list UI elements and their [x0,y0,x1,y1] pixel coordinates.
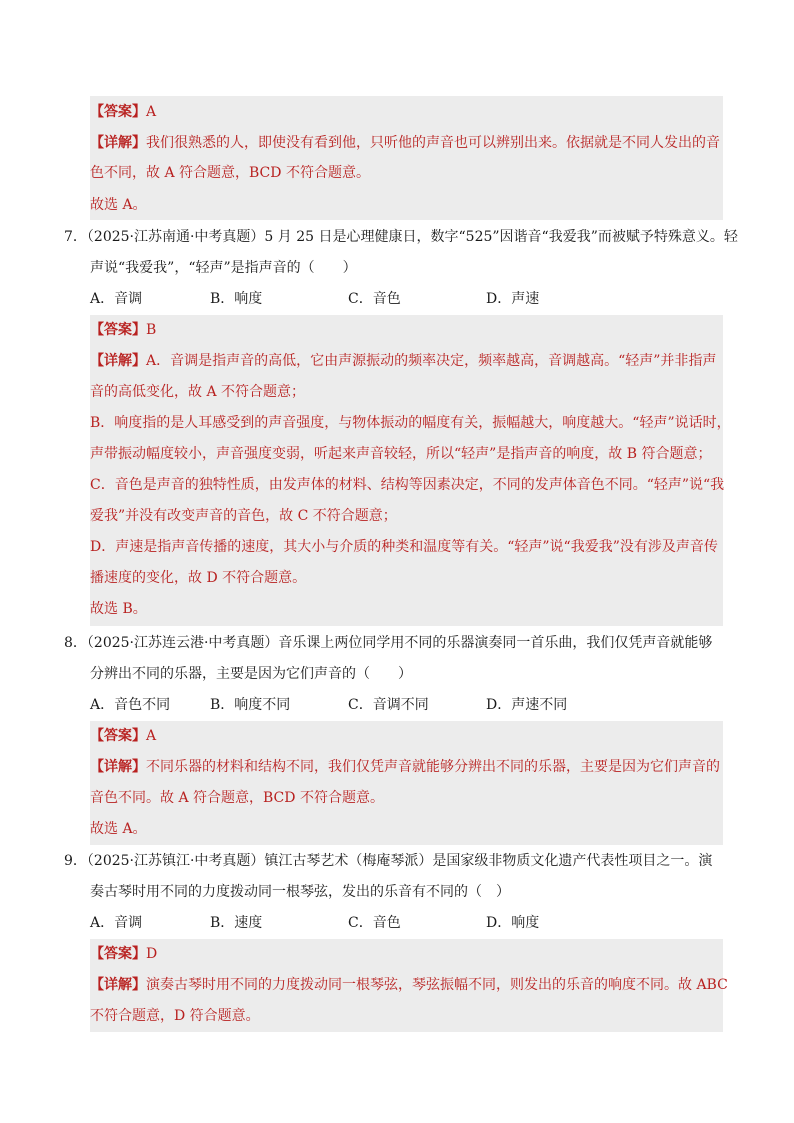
detail-line: 【详解】不同乐器的材料和结构不同，我们仅凭声音就能够分辨出不同的乐器，主要是因为它们声音的 [90,759,720,775]
option-b: B．速度 [210,915,263,931]
detail-line: 爱我”并没有改变声音的音色，故 C 不符合题意； [90,508,397,524]
detail-line: 播速度的变化，故 D 不符合题意。 [90,570,307,586]
option-a: A．音色不同 [90,697,171,713]
choose-line: 故选 A。 [90,821,147,837]
option-a: A．音调 [90,915,143,931]
detail-line: 【详解】演奏古琴时用不同的力度拨动同一根琴弦，琴弦振幅不同，则发出的乐音的响度不同。故 ABC [90,977,728,993]
answer-value: D [146,946,158,962]
detail-line: 【详解】我们很熟悉的人，即使没有看到他，只听他的声音也可以辨别出来。依据就是不同人发出的音 [90,135,720,151]
detail-line: 不符合题意，D 符合题意。 [90,1008,260,1024]
detail-line: 音色不同。故 A 符合题意，BCD 不符合题意。 [90,790,384,806]
detail-tag: 【详解】 [90,135,146,151]
option-c: C．音色 [348,915,401,931]
option-d: D．响度 [486,915,540,931]
question-8-stem-cont: 分辨出不同的乐器，主要是因为它们声音的（ ） [90,666,412,682]
detail-tag: 【详解】 [90,759,146,775]
detail-line: 声带振动幅度较小，声音强度变弱，听起来声音较轻，所以“轻声”是指声音的响度，故 B 符合题意； [90,446,712,462]
option-d: D．声速不同 [486,697,568,713]
question-9-stem-cont: 奏古琴时用不同的力度拨动同一根琴弦，发出的乐音有不同的（ ） [90,884,510,900]
detail-line: C．音色是声音的独特性质，由发声体的材料、结构等因素决定，不同的发声体音色不同。“轻声”说“我 [90,477,725,493]
answer-value: A [146,104,157,120]
option-c: C．音调不同 [348,697,429,713]
answer-value: A [146,728,157,744]
answer-line [90,102,156,122]
question-7-stem: 7．（2025·江苏南通·中考真题）5 月 25 日是心理健康日，数字“525”因谐音“我爱我”而被赋予特殊意义。轻 [64,229,738,245]
answer-tag: 【答案】 [90,104,146,120]
option-b: B．响度不同 [210,697,291,713]
answer-block-q7 [90,315,731,626]
detail-tag: 【详解】 [90,353,146,369]
option-b: B．响度 [210,291,263,307]
detail-line: B．响度指的是人耳感受到的声音强度，与物体振动的幅度有关，振幅越大，响度越大。“轻声”说话时， [90,415,731,431]
answer-block-q6 [90,96,723,220]
answer-tag: 【答案】 [90,728,146,744]
detail-line: D．声速是指声音传播的速度，其大小与介质的种类和温度等有关。“轻声”说“我爱我”没有涉及声音传 [90,539,718,555]
detail-line: 色不同，故 A 符合题意，BCD 不符合题意。 [90,165,370,181]
question-7-options [90,289,723,309]
question-9-options [90,913,723,933]
answer-tag: 【答案】 [90,322,146,338]
option-d: D．声速 [486,291,540,307]
question-8-stem: 8．（2025·江苏连云港·中考真题）音乐课上两位同学用不同的乐器演奏同一首乐曲，我们仅凭声音就能够 [64,635,713,651]
question-7-stem-cont: 声说“我爱我”，“轻声”是指声音的（ ） [90,260,357,276]
detail-line: 【详解】A．音调是指声音的高低，它由声源振动的频率决定，频率越高，音调越高。“轻声”并非指声 [90,353,717,369]
choose-line: 故选 B。 [90,601,147,617]
answer-tag: 【答案】 [90,946,146,962]
answer-block-q8 [90,721,723,845]
detail-tag: 【详解】 [90,977,146,993]
option-a: A．音调 [90,291,143,307]
answer-block-q9 [90,939,728,1032]
answer-line [90,944,157,964]
question-9-stem: 9．（2025·江苏镇江·中考真题）镇江古琴艺术（梅庵琴派）是国家级非物质文化遗产代表性项目之一。演 [64,853,713,869]
answer-line [90,726,156,746]
answer-line [90,320,156,340]
answer-value: B [146,322,157,338]
question-8-options [90,695,723,715]
detail-line: 音的高低变化，故 A 不符合题意； [90,384,306,400]
choose-line: 故选 A。 [90,197,147,213]
option-c: C．音色 [348,291,401,307]
